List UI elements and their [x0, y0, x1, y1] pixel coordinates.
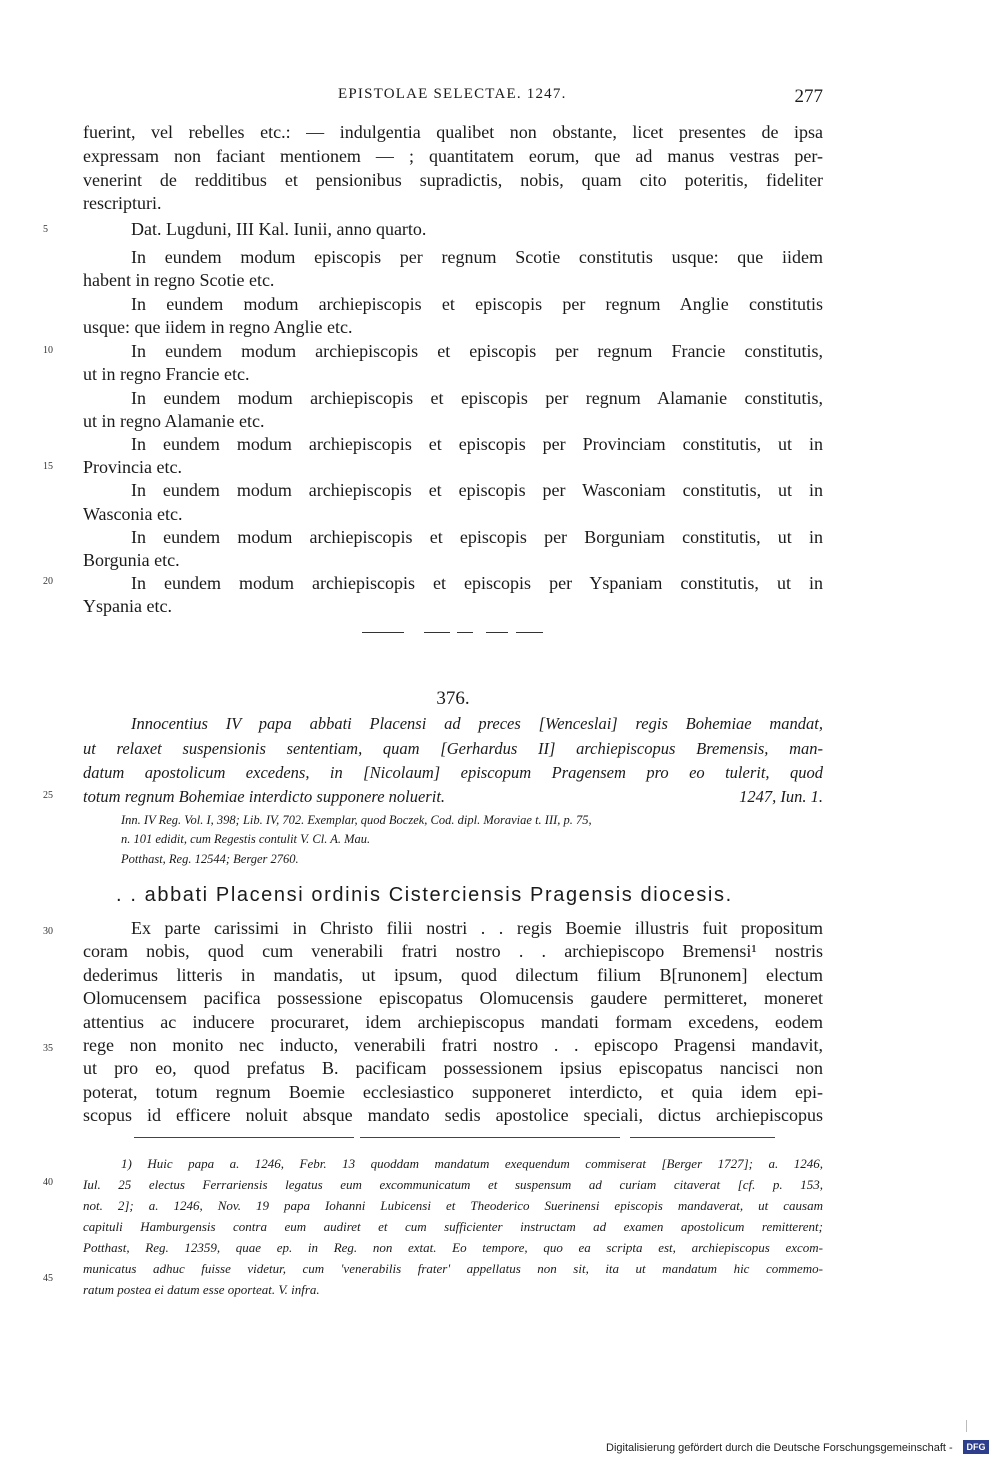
scan-mark — [966, 1420, 967, 1432]
regest-line: ut relaxet suspensionis sententiam, quam [Gerhardus II] archiepiscopus Bremensis, man- — [83, 739, 823, 758]
line-number: 10 — [43, 345, 53, 356]
source-line: Potthast, Reg. 12544; Berger 2760. — [121, 852, 299, 866]
body-line: attentius ac inducere procuraret, idem archiepiscopus mandati formam excedens, eodem — [83, 1012, 823, 1032]
body-line: Olomucensem pacifica possessione episcopatus Olomucensis gaudere permitteret, moneret — [83, 988, 823, 1008]
regest-line: totum regnum Bohemiae interdicto supponere noluerit. — [83, 787, 446, 806]
text-line: Provincia etc. — [83, 457, 182, 477]
text-line: In eundem modum archiepiscopis et episcopis per Provinciam constitutis, ut in — [131, 434, 823, 454]
text-line: In eundem modum archiepiscopis et episcopis per regnum Alamanie constitutis, — [131, 388, 823, 408]
source-line: n. 101 edidit, cum Regestis contulit V. Cl. A. Mau. — [121, 832, 371, 846]
footnote-line: Potthast, Reg. 12359, quae ep. in Reg. non extat. Eo tempore, quo ea scripta est, archiepiscopus excom- — [83, 1240, 823, 1255]
line-number: 30 — [43, 926, 53, 937]
page-number: 277 — [794, 86, 823, 107]
text-line: rescripturi. — [83, 193, 162, 213]
address-line: . . abbati Placensi ordinis Cisterciensis Pragensis diocesis. — [116, 884, 733, 906]
footnote-line: ratum postea ei datum esse oporteat. V. infra. — [83, 1282, 320, 1297]
dating-line: Dat. Lugduni, III Kal. Iunii, anno quarto. — [131, 219, 427, 239]
source-line: Inn. IV Reg. Vol. I, 398; Lib. IV, 702. Exemplar, quod Boczek, Cod. dipl. Moraviae t. III, p. 75, — [121, 813, 592, 827]
footnote-line: municatus adhuc fuisse videtur, cum 'venerabilis frater' appellatus non sit, ita ut mandatum hic commemo- — [83, 1261, 823, 1276]
text-line: In eundem modum archiepiscopis et episcopis per Wasconiam constitutis, ut in — [131, 480, 823, 500]
body-line: poterat, totum regnum Boemie ecclesiastico supponeret interdicto, et quia idem epi- — [83, 1082, 823, 1102]
regest-date: 1247, Iun. 1. — [739, 787, 823, 806]
line-number: 40 — [43, 1177, 53, 1188]
digitization-credit: Digitalisierung gefördert durch die Deutsche Forschungsgemeinschaft - — [606, 1442, 953, 1454]
body-line: rege non monito nec inducto, venerabili fratri nostro . . episcopo Pragensi mandavit, — [83, 1035, 823, 1055]
text-line: ut in regno Francie etc. — [83, 364, 250, 384]
text-line: In eundem modum episcopis per regnum Scotie constitutis usque: que iidem — [131, 247, 823, 267]
line-number: 35 — [43, 1043, 53, 1054]
text-line: usque: que iidem in regno Anglie etc. — [83, 317, 353, 337]
page-header — [83, 86, 823, 110]
text-line: fuerint, vel rebelles etc.: — indulgentia qualibet non obstante, licet presentes de ipsa — [83, 122, 823, 142]
dfg-logo: DFG — [963, 1440, 989, 1454]
text-line: In eundem modum archiepiscopis et episcopis per regnum Anglie constitutis — [131, 294, 823, 314]
text-line: ut in regno Alamanie etc. — [83, 411, 265, 431]
footnote-line: not. 2]; a. 1246, Nov. 19 papa Iohanni Lubicensi et Theoderico Suerinensi episcopis mandaverat, ut causam — [83, 1198, 823, 1213]
line-number: 20 — [43, 576, 53, 587]
text-line: expressam non faciant mentionem — ; quantitatem eorum, que ad manus vestras per- — [83, 146, 823, 166]
footnote-line: Iul. 25 electus Ferrariensis legatus eum excommunicatum et suspensum ad curiam citaverat [cf. p. 153, — [83, 1177, 823, 1192]
text-line: In eundem modum archiepiscopis et episcopis per Borguniam constitutis, ut in — [131, 527, 823, 547]
body-line: coram nobis, quod cum venerabili fratri nostro . . archiepiscopo Bremensi¹ nostris — [83, 941, 823, 961]
body-line: ut pro eo, quod prefatus B. pacificam possessionem ipsius episcopatus nancisci non — [83, 1058, 823, 1078]
running-title: EPISTOLAE SELECTAE. 1247. — [338, 86, 567, 102]
footnote-line: capituli Hamburgensis contra eum audiret et cum sufficienter instructam ad examen apostolicum remitterent; — [83, 1219, 823, 1234]
text-line: Wasconia etc. — [83, 504, 183, 524]
line-number: 5 — [43, 224, 48, 235]
body-line: Ex parte carissimi in Christo filii nostri . . regis Boemie illustris fuit propositum — [131, 918, 823, 938]
line-number: 45 — [43, 1273, 53, 1284]
regest-line: Innocentius IV papa abbati Placensi ad preces [Wenceslai] regis Bohemiae mandat, — [131, 714, 823, 733]
line-number: 15 — [43, 461, 53, 472]
body-line: scopus id efficere noluit absque mandato sedis apostolice speciali, dictus archiepiscopus — [83, 1105, 823, 1125]
text-line: Yspania etc. — [83, 596, 172, 616]
document-number: 376. — [436, 688, 470, 709]
text-line: Borgunia etc. — [83, 550, 180, 570]
footnote-line: 1) Huic papa a. 1246, Febr. 13 quoddam mandatum exequendum commiserat [Berger 1727]; a. 1246, — [121, 1156, 823, 1171]
text-line: venerint de redditibus et pensionibus supradictis, nobis, quam cito poteritis, fideliter — [83, 170, 823, 190]
body-line: dederimus litteris in mandatis, ut ipsum, quod dilectum filium B[runonem] electum — [83, 965, 823, 985]
text-line: In eundem modum archiepiscopis et episcopis per regnum Francie constitutis, — [131, 341, 823, 361]
text-line: habent in regno Scotie etc. — [83, 270, 275, 290]
text-line: In eundem modum archiepiscopis et episcopis per Yspaniam constitutis, ut in — [131, 573, 823, 593]
line-number: 25 — [43, 790, 53, 801]
regest-line: datum apostolicum excedens, in [Nicolaum] episcopum Pragensem pro eo tulerit, quod — [83, 763, 823, 782]
